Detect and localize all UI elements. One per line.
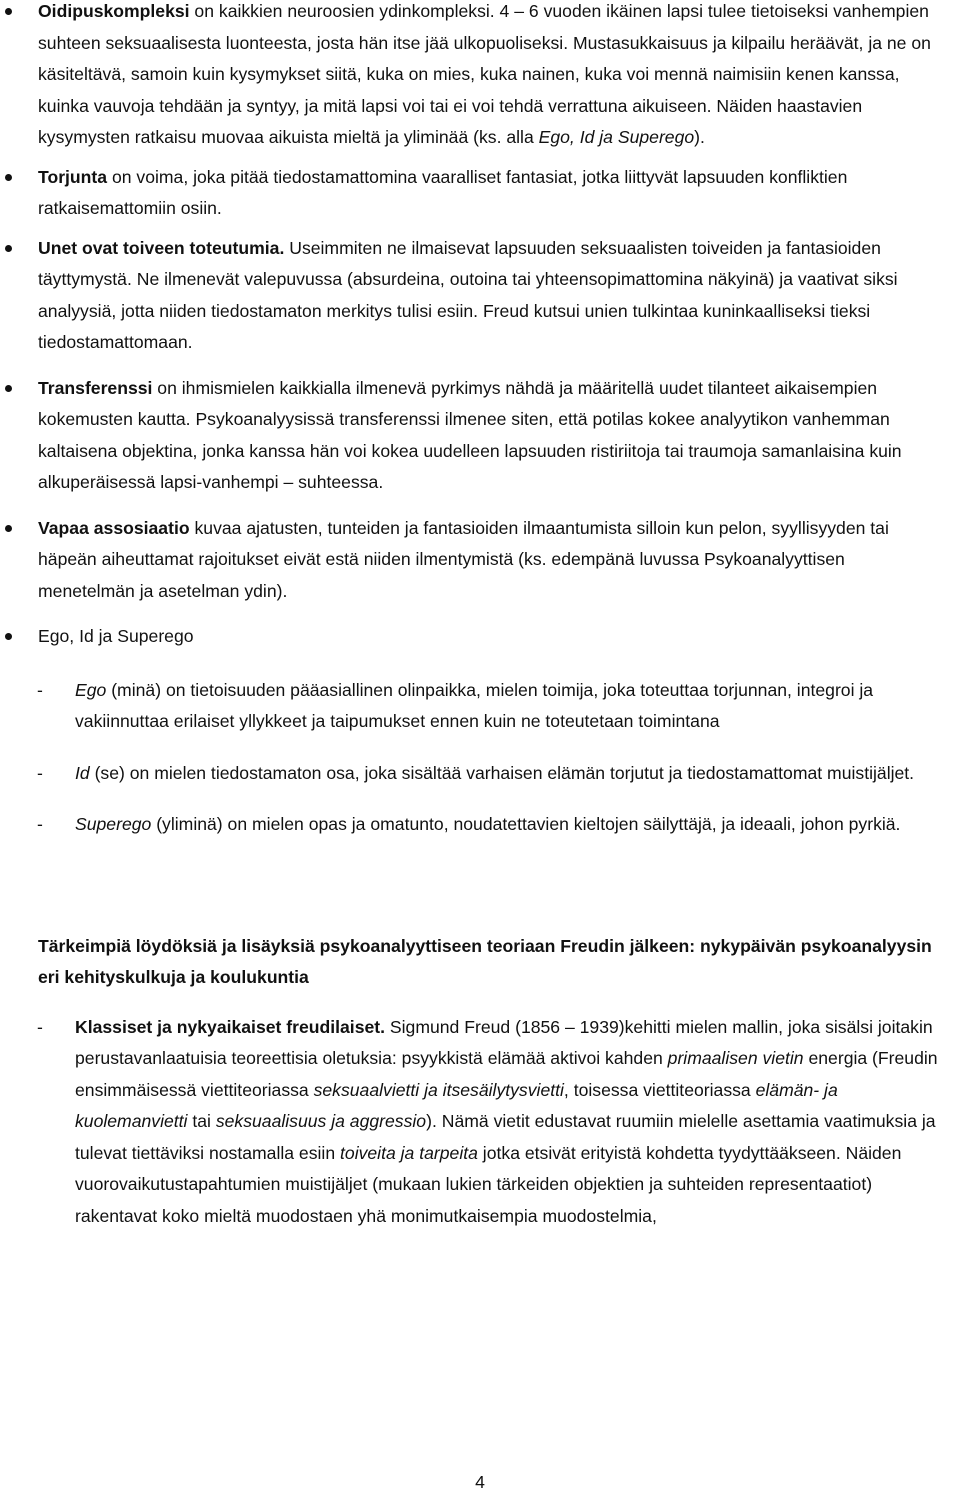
paragraph-text: jotka etsivät erityistä kohdetta tyydyttääkseen. Näiden vuorovaikutustapahtumien muistijäljet (mukaan lukien tärkeiden objektien ja suhteiden representaatiot) rakentavat koko mieltä muodostaen yhä monimutkaisempia muodostelmia, (75, 1142, 902, 1226)
bullet-ego-id-superego (0, 621, 960, 653)
bullet-unet (0, 233, 960, 359)
paragraph-text: Sigmund Freud (1856 – 1939)kehitti mielen mallin, joka sisälsi joitakin perustavanlaatuisia teoreettisia oletuksia: psyykkistä elämää aktivoi kahden (75, 1016, 933, 1068)
bullet-torjunta (0, 162, 960, 225)
bullet-text: on voima, joka pitää tiedostamattomina vaaralliset fantasiat, jotka liittyvät lapsuuden konfliktien ratkaisemattomiin osiin. (38, 166, 848, 218)
italic-reference: Ego, Id ja Superego (538, 127, 695, 147)
term-superego: Superego (75, 814, 152, 834)
italic-term: toiveita ja tarpeita (340, 1142, 478, 1163)
bullet-text: on ihmismielen kaikkialla ilmenevä pyrkimys nähdä ja määritellä uudet tilanteet aikaisempien kokemusten kautta. Psykoanalyysissä transferenssi ilmenee siten, että potilas kokee analyytikon vanhemman kaltaisena objektina, jonka kanssa hän voi kokea uudelleen lapsuuden ristiriitoja tai traumoja samanlaisina kuin alkuperäisessä lapsi-vanhempi – suhteessa. (38, 377, 902, 492)
bullet-text: kuvaa ajatusten, tunteiden ja fantasioiden ilmaantumista silloin kun pelon, syyllisyyden tai häpeän aiheuttamat rajoitukset eivät estä niiden ilmentymistä (ks. edempänä luvussa Psykoanalyyttisen menetelmän ja asetelman ydin). (38, 517, 889, 601)
term-torjunta: Torjunta (38, 166, 108, 187)
dash-mark: - (37, 814, 43, 834)
dash-mark: - (37, 1016, 43, 1037)
paragraph-text: tai (187, 1111, 216, 1131)
dash-mark: - (37, 762, 43, 783)
section-heading: Tärkeimpiä löydöksiä ja lisäyksiä psykoanalyyttiseen teoriaan Freudin jälkeen: nykypäivän psykoanalyysin eri kehityskulkuja ja koulukuntia (38, 935, 932, 987)
italic-term: seksuaalvietti ja itsesäilytysvietti (313, 1079, 564, 1100)
paragraph-text: , toisessa viettiteoriassa (563, 1079, 756, 1100)
term-unet: Unet ovat toiveen toteutumia. (38, 237, 285, 258)
italic-term: primaalisen vietin (667, 1048, 804, 1068)
term-oidipuskompleksi: Oidipuskompleksi (38, 1, 190, 21)
dash-text: (yliminä) on mielen opas ja omatunto, noudatettavien kieltojen säilyttäjä, ja ideaali, johon pyrkiä. (151, 814, 901, 834)
dash-text: (minä) on tietoisuuden pääasiallinen olinpaikka, mielen toimija, joka toteuttaa torjunnan, integroi ja vakiinnuttaa erilaiset yllykkeet ja taipumukset ennen kuin ne toteutetaan toimintana (75, 679, 874, 731)
term-ego: Ego (75, 679, 107, 700)
bullet-transferenssi (0, 373, 960, 499)
term-vapaa-assosiaatio: Vapaa assosiaatio (38, 517, 190, 538)
dash-mark: - (37, 679, 43, 700)
bullet-text: Useimmiten ne ilmaisevat lapsuuden seksuaalisten toiveiden ja fantasioiden täyttymystä. Ne ilmenevät valepuvussa (absurdeina, outoina tai yhteensopimattomina näkyinä) ja vaativat siksi analyysiä, jotta niiden tiedostamaton merkitys tulisi esiin. Freud kutsui unien tulkintaa kuninkaalliseksi tieksi tiedostamattomaan. (38, 237, 898, 352)
paragraph-text: ). Nämä vietit edustavat ruumiin mielelle asettamia vaatimuksia ja tulevat tiettäviksi nostamalla esiin (75, 1111, 936, 1163)
bullet-text: Ego, Id ja Superego (38, 626, 194, 646)
dash-text: (se) on mielen tiedostamaton osa, joka sisältää varhaisen elämän torjutut ja tiedostamattomat muistijäljet. (89, 762, 915, 783)
term-klassiset: Klassiset ja nykyaikaiset freudilaiset. (75, 1016, 386, 1037)
bullet-vapaa-assosiaatio (0, 513, 960, 608)
dash-item-superego (0, 809, 960, 841)
dash-item-ego (0, 675, 960, 738)
term-id: Id (75, 762, 90, 783)
bullet-oidipuskompleksi (0, 0, 960, 154)
paragraph-text: energia (Freudin ensimmäisessä viettiteoriassa (75, 1048, 938, 1100)
bullet-text: on kaikkien neuroosien ydinkompleksi. 4 – 6 vuoden ikäinen lapsi tulee tietoiseksi vanhempien suhteen seksuaalisesta luonteesta, josta hän itse jää ulkopuoliseksi. Mustasukkaisuus ja kilpailu heräävät, ja ne on käsiteltävä, samoin kuin kysymykset siitä, kuka on mies, kuka nainen, kuka voi mennä naimisiin kenen kanssa, kuinka vauvoja tehdään ja syntyy, ja mitä lapsi voi tai ei voi tehdä verrattuna aikuiseen. Näiden haastavien kysymysten ratkaisu muovaa aikuista mieltä ja yliminää (ks. alla (38, 1, 931, 147)
italic-term: seksuaalisuus ja aggressio (215, 1111, 427, 1131)
term-transferenssi: Transferenssi (38, 377, 153, 398)
dash-item-klassiset (0, 1012, 960, 1233)
italic-term: elämän- ja kuolemanvietti (75, 1079, 838, 1131)
dash-item-id (0, 758, 960, 790)
bullet-tail: ). (694, 127, 705, 147)
page-number: 4 (475, 1472, 485, 1492)
